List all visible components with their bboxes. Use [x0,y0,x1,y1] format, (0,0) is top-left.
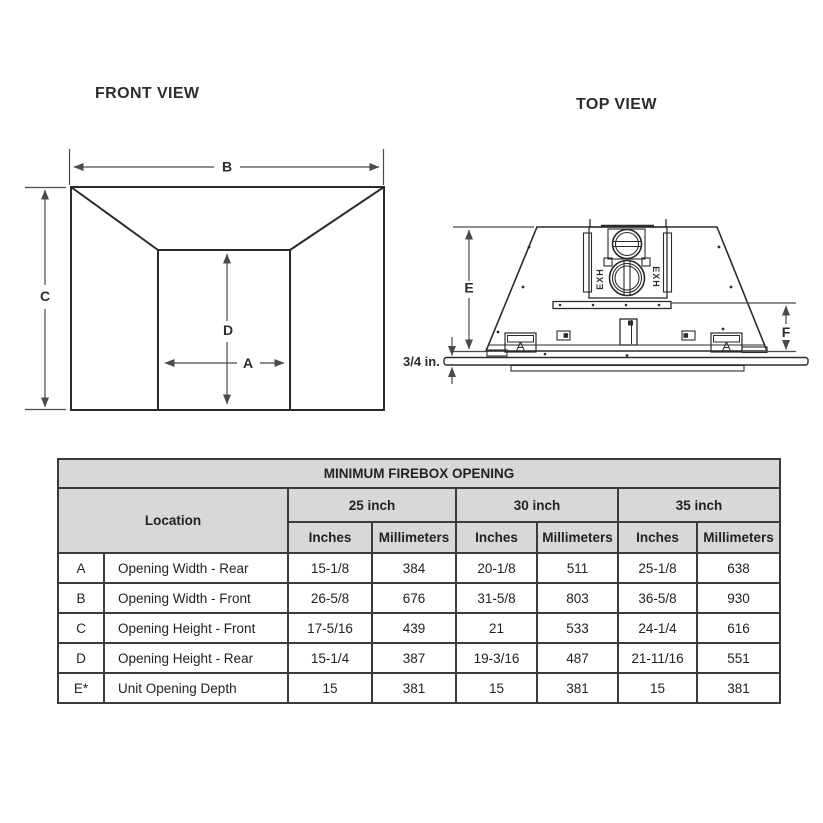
value-cell: 381 [697,673,780,703]
value-cell: 15-1/4 [288,643,372,673]
value-cell: 487 [537,643,618,673]
firebox-opening-table [57,458,781,704]
value-cell: 17-5/16 [288,613,372,643]
exhaust-label-right: EXH [651,266,661,288]
value-cell: 19-3/16 [456,643,537,673]
mm-header-30: Millimeters [537,522,618,553]
top-dimension-lines [450,227,796,384]
table-row [58,553,780,583]
dim-label-a: A [242,355,254,371]
size-header-30: 30 inch [456,488,618,522]
dim-label-d: D [222,322,234,338]
table-title-row [58,459,780,488]
inches-header-25: Inches [288,522,372,553]
location-cell: Opening Width - Rear [104,553,288,583]
value-cell: 381 [372,673,456,703]
value-cell: 638 [697,553,780,583]
row-key-cell: D [58,643,104,673]
table-size-header-row [58,488,780,522]
value-cell: 551 [697,643,780,673]
value-cell: 15 [618,673,697,703]
value-cell: 36-5/8 [618,583,697,613]
base-details [487,302,767,357]
size-header-25: 25 inch [288,488,456,522]
value-cell: 21-11/16 [618,643,697,673]
location-cell: Opening Height - Front [104,613,288,643]
exhaust-label-left: EXH [595,268,605,290]
value-cell: 25-1/8 [618,553,697,583]
value-cell: 511 [537,553,618,583]
value-cell: 930 [697,583,780,613]
value-cell: 439 [372,613,456,643]
value-cell: 20-1/8 [456,553,537,583]
size-header-35: 35 inch [618,488,780,522]
row-key-cell: A [58,553,104,583]
value-cell: 803 [537,583,618,613]
dim-label-b: B [221,158,233,175]
dim-label-c: C [39,288,51,304]
value-cell: 15 [288,673,372,703]
unit-outline [486,227,767,351]
row-key-cell: C [58,613,104,643]
hearth-thickness-label: 3/4 in. [403,354,440,369]
value-cell: 381 [537,673,618,703]
front-view-title: FRONT VIEW [95,85,200,102]
table-row [58,673,780,703]
top-view-diagram [398,215,818,390]
value-cell: 387 [372,643,456,673]
value-cell: 15-1/8 [288,553,372,583]
value-cell: 384 [372,553,456,583]
mm-header-35: Millimeters [697,522,780,553]
table-row [58,613,780,643]
dim-label-f: F [781,324,791,340]
dim-label-e: E [464,279,474,296]
front-view-diagram [15,140,395,420]
value-cell: 21 [456,613,537,643]
value-cell: 31-5/8 [456,583,537,613]
table-row [58,643,780,673]
front-dimension-lines [25,149,384,410]
value-cell: 533 [537,613,618,643]
location-cell: Unit Opening Depth [104,673,288,703]
table-row [58,583,780,613]
mm-header-25: Millimeters [372,522,456,553]
value-cell: 676 [372,583,456,613]
inches-header-30: Inches [456,522,537,553]
value-cell: 26-5/8 [288,583,372,613]
location-header: Location [58,488,288,553]
top-view-title: TOP VIEW [576,96,657,113]
value-cell: 15 [456,673,537,703]
vent-circles [604,229,650,296]
table-title: MINIMUM FIREBOX OPENING [58,459,780,488]
inches-header-35: Inches [618,522,697,553]
location-cell: Opening Height - Rear [104,643,288,673]
hearth-strips [444,358,808,372]
row-key-cell: E* [58,673,104,703]
value-cell: 24-1/4 [618,613,697,643]
value-cell: 616 [697,613,780,643]
location-cell: Opening Width - Front [104,583,288,613]
row-key-cell: B [58,583,104,613]
